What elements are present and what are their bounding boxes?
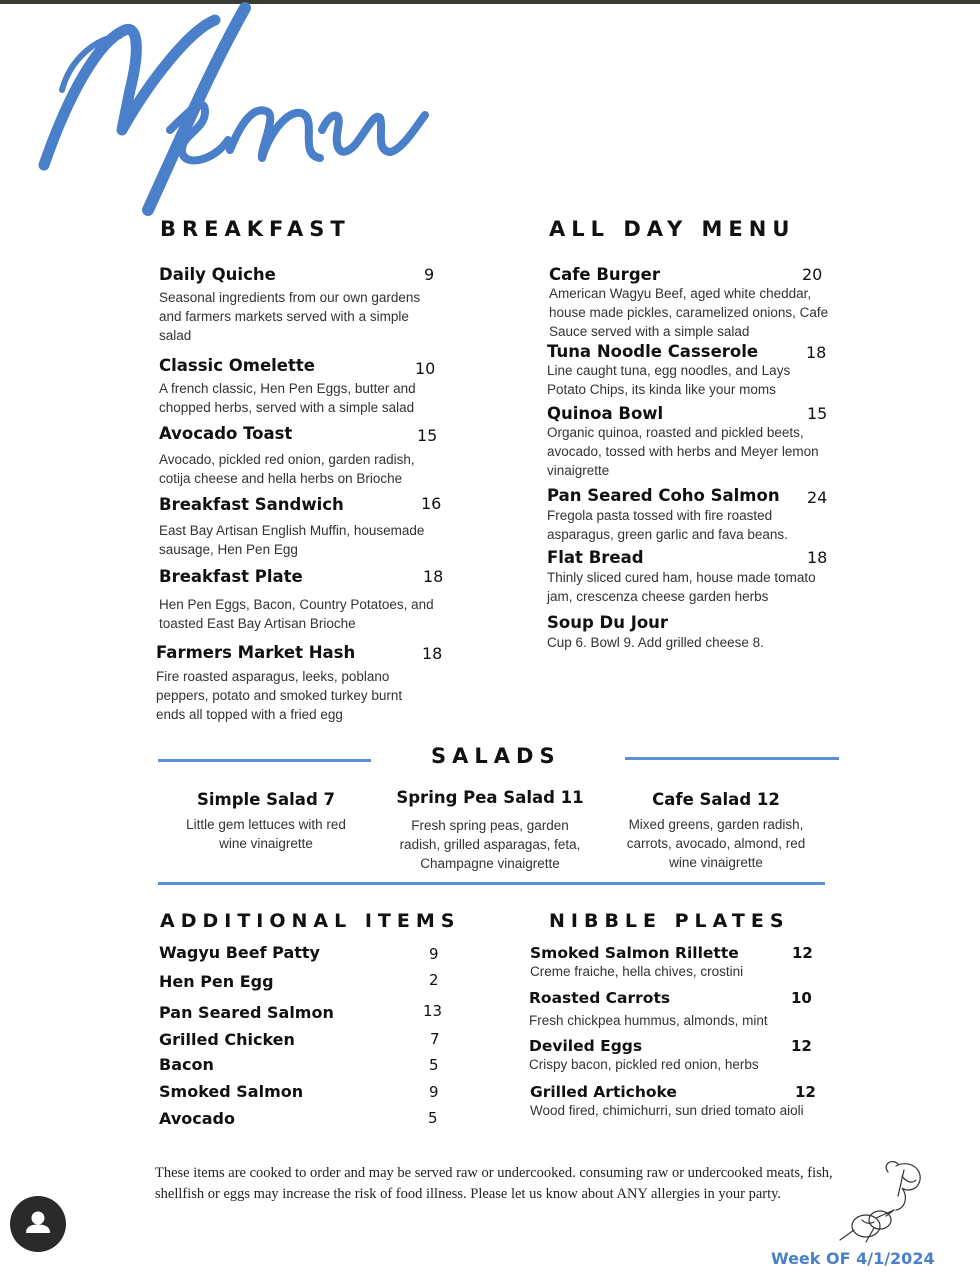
breakfast-item-avocado-toast — [159, 424, 438, 488]
item-price: 16 — [421, 494, 442, 513]
week-date-label: Week OF 4/1/2024 — [771, 1249, 935, 1268]
item-description: Organic quinoa, roasted and pickled beets, avocado, tossed with herbs and Meyer lemon vinaigrette — [547, 425, 819, 478]
breakfast-item-breakfast-plate — [159, 567, 444, 633]
person-icon — [10, 1196, 66, 1252]
item-price: 10 — [415, 359, 436, 378]
item-name: Daily Quiche — [159, 265, 276, 284]
additional-items-heading: ADDITIONAL ITEMS — [160, 910, 461, 932]
item-name: Soup Du Jour — [547, 613, 669, 632]
profile-avatar-button[interactable] — [10, 1196, 66, 1252]
all-day-item-pan-seared-coho-salmon — [547, 486, 829, 544]
item-description: Hen Pen Eggs, Bacon, Country Potatoes, and toasted East Bay Artisan Brioche — [159, 597, 434, 631]
item-price: 15 — [417, 426, 438, 445]
item-name: Breakfast Sandwich — [159, 495, 344, 514]
item-price: 15 — [807, 404, 828, 423]
item-name: Pan Seared Coho Salmon — [547, 486, 780, 505]
item-name: Roasted Carrots — [529, 989, 671, 1007]
additional-item-name: Hen Pen Egg — [159, 972, 274, 991]
additional-item-name: Avocado — [159, 1109, 235, 1128]
item-name: Cafe Salad 12 — [652, 790, 780, 809]
additional-item-price: 5 — [428, 1109, 438, 1127]
all-day-item-cafe-burger — [549, 265, 829, 341]
additional-item-name: Bacon — [159, 1055, 214, 1074]
item-name: Deviled Eggs — [529, 1037, 643, 1055]
item-description: Fregola pasta tossed with fire roasted asparagus, green garlic and fava beans. — [547, 508, 788, 542]
nibble-item-roasted-carrots — [529, 989, 814, 1028]
item-price: 10 — [791, 989, 812, 1007]
all-day-item-tuna-noodle-casserole — [547, 342, 829, 399]
additional-item-price: 7 — [430, 1030, 440, 1048]
item-price: 18 — [806, 343, 827, 362]
item-description: Seasonal ingredients from our own gardens and farmers markets served with a simple salad — [159, 290, 421, 343]
additional-item-name: Grilled Chicken — [159, 1030, 295, 1049]
item-name: Cafe Burger — [549, 265, 660, 284]
item-name: Flat Bread — [547, 548, 644, 567]
item-price: 12 — [791, 1037, 812, 1055]
salads-divider-bottom — [158, 882, 825, 885]
item-description: East Bay Artisan English Muffin, housemade sausage, Hen Pen Egg — [159, 523, 425, 557]
salads-divider-right — [625, 757, 839, 760]
item-description: Cup 6. Bowl 9. Add grilled cheese 8. — [547, 635, 764, 650]
item-description: Line caught tuna, egg noodles, and Lays Potato Chips, its kinda like your moms — [547, 363, 791, 397]
breakfast-item-daily-quiche — [159, 265, 434, 345]
nibble-item-deviled-eggs — [529, 1037, 814, 1072]
item-description: Wood fired, chimichurri, sun dried tomato aioli — [530, 1103, 804, 1118]
breakfast-item-classic-omelette — [159, 356, 434, 417]
additional-item-price: 5 — [429, 1056, 439, 1074]
salads-divider-left — [158, 759, 371, 762]
additional-item-price: 9 — [429, 1083, 439, 1101]
nibble-plates-heading: NIBBLE PLATES — [549, 910, 790, 932]
item-name: Spring Pea Salad 11 — [396, 788, 584, 807]
additional-item-price: 13 — [423, 1002, 443, 1020]
additional-item-name: Pan Seared Salmon — [159, 1003, 334, 1022]
item-description: American Wagyu Beef, aged white cheddar, house made pickles, caramelized onions, Cafe Sauce served with a simple salad — [549, 286, 829, 339]
item-description: Mixed greens, garden radish, carrots, avocado, almond, red wine vinaigrette — [626, 817, 806, 870]
breakfast-item-farmers-market-hash — [156, 643, 443, 724]
item-name: Quinoa Bowl — [547, 404, 664, 423]
all-day-item-soup-du-jour — [547, 613, 829, 652]
breakfast-heading: BREAKFAST — [160, 217, 351, 241]
item-name: Breakfast Plate — [159, 567, 303, 586]
item-description: Crispy bacon, pickled red onion, herbs — [529, 1057, 759, 1072]
item-price: 9 — [424, 265, 435, 284]
additional-item-price: 2 — [429, 971, 439, 989]
all-day-menu-heading: ALL DAY MENU — [549, 217, 796, 241]
all-day-item-flat-bread — [547, 548, 829, 606]
item-description: Thinly sliced cured ham, house made tomato jam, crescenza cheese garden herbs — [547, 570, 816, 604]
item-description: Fire roasted asparagus, leeks, poblano peppers, potato and smoked turkey burnt ends all topped with a fried egg — [156, 669, 403, 722]
item-description: Creme fraiche, hella chives, crostini — [530, 964, 744, 979]
allergy-disclaimer: These items are cooked to order and may be served raw or undercooked. consuming raw or undercooked meats, fish, shellfish or eggs may increase the risk of food illness. Please let us know about ANY allergies in your party. — [155, 1165, 833, 1202]
additional-item-name: Smoked Salmon — [159, 1082, 304, 1101]
nibble-item-smoked-salmon-rillette — [530, 944, 815, 979]
item-name: Avocado Toast — [159, 424, 293, 443]
item-name: Farmers Market Hash — [156, 643, 356, 662]
salad-item-simple — [176, 790, 356, 853]
additional-item-name: Wagyu Beef Patty — [159, 943, 320, 962]
item-price: 18 — [807, 548, 828, 567]
item-name: Simple Salad 7 — [197, 790, 335, 809]
item-price: 12 — [795, 1083, 816, 1101]
item-price: 20 — [802, 265, 823, 284]
item-price: 18 — [423, 567, 444, 586]
item-name: Tuna Noodle Casserole — [547, 342, 759, 361]
beet-icon — [836, 1156, 928, 1246]
menu-script-logo — [30, 0, 450, 225]
breakfast-item-breakfast-sandwich — [159, 494, 442, 559]
item-price: 12 — [792, 944, 813, 962]
nibble-item-grilled-artichoke — [530, 1083, 815, 1118]
item-price: 24 — [807, 488, 828, 507]
item-description: Avocado, pickled red onion, garden radish, cotija cheese and hella herbs on Brioche — [159, 452, 415, 486]
salad-item-spring-pea — [395, 788, 585, 873]
item-description: Little gem lettuces with red wine vinaigrette — [186, 817, 346, 851]
item-name: Grilled Artichoke — [530, 1083, 677, 1101]
salad-item-cafe — [623, 790, 809, 872]
item-description: A french classic, Hen Pen Eggs, butter and chopped herbs, served with a simple salad — [159, 381, 416, 415]
item-description: Fresh spring peas, garden radish, grilled asparagas, feta, Champagne vinaigrette — [399, 818, 581, 871]
additional-item-price: 9 — [429, 945, 439, 963]
item-name: Classic Omelette — [159, 356, 315, 375]
item-name: Smoked Salmon Rillette — [530, 944, 739, 962]
item-description: Fresh chickpea hummus, almonds, mint — [529, 1013, 768, 1028]
all-day-item-quinoa-bowl — [547, 404, 829, 480]
salads-heading: SALADS — [431, 744, 561, 768]
item-price: 18 — [422, 644, 443, 663]
